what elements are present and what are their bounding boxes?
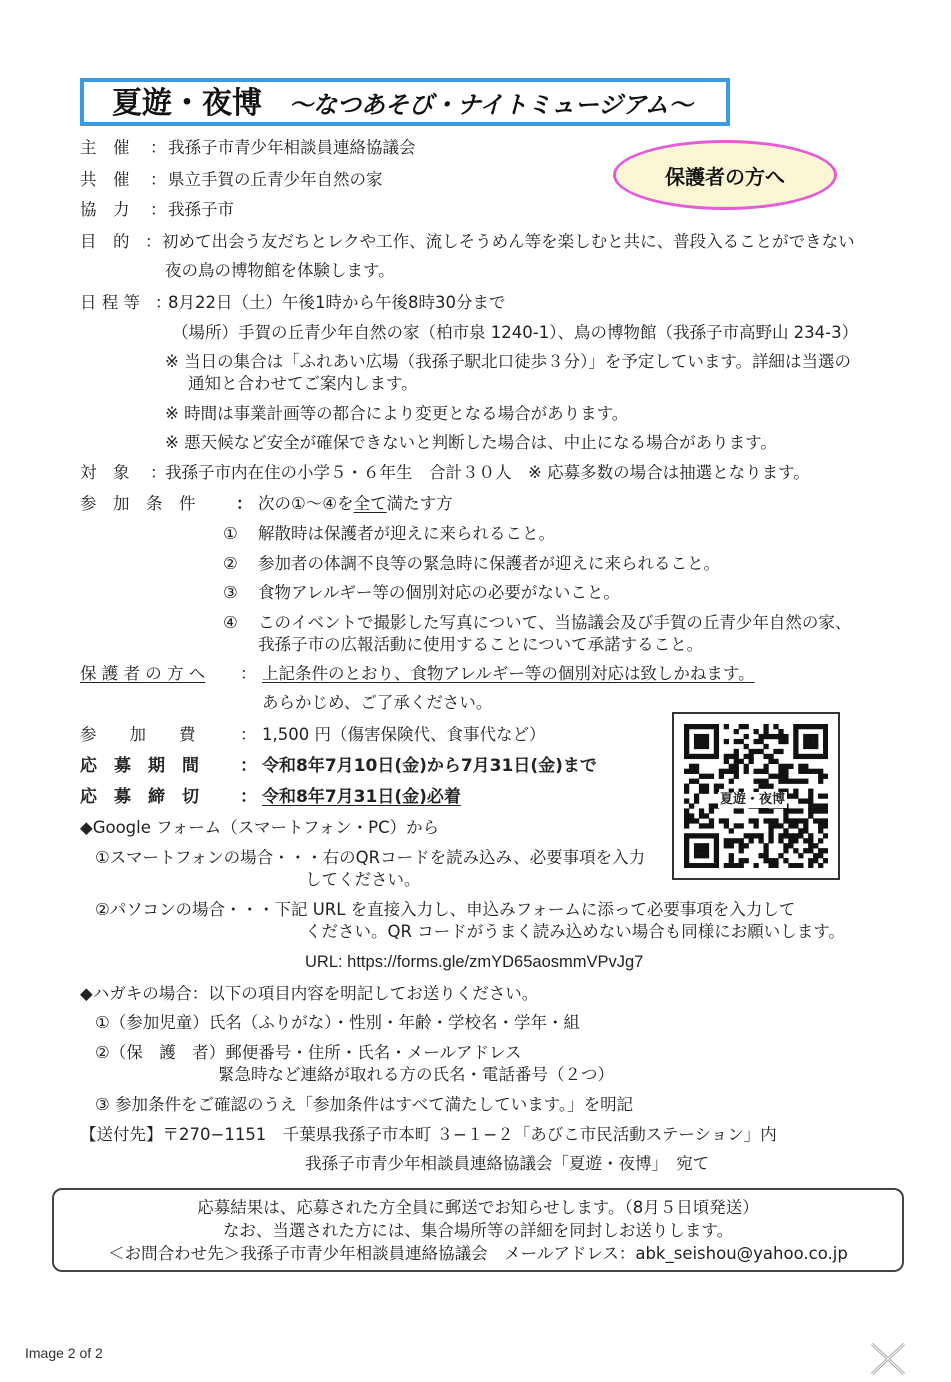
google-form-heading: ◆Google フォーム（スマートフォン・PC）から <box>80 818 440 837</box>
schedule-note1-line1: ※ 当日の集合は「ふれあい広場（我孫子駅北口徒歩３分）」を予定しています。詳細は当選の <box>165 352 852 371</box>
image-counter: Image 2 of 2 <box>25 1345 103 1361</box>
conditions-label: 参 加 条 件 <box>80 494 196 513</box>
qr-caption: 夏遊・夜博 <box>720 792 786 807</box>
postcard-send-to-line2: 我孫子市青少年相談員連絡協議会「夏遊・夜博」 宛て <box>305 1154 710 1173</box>
condition-3-text: 食物アレルギー等の個別対応の必要がないこと。 <box>258 583 620 602</box>
postcard-item2-line1: ②（保 護 者）郵便番号・住所・氏名・メールアドレス <box>95 1043 522 1062</box>
schedule-place: （場所）手賀の丘青少年自然の家（柏市泉 1240-1）、鳥の博物館（我孫子市高野山 234-3） <box>172 323 859 342</box>
schedule-sep: ： <box>155 293 172 312</box>
schedule-note2: ※ 時間は事業計画等の都合により変更となる場合があります。 <box>165 404 629 423</box>
schedule-note3: ※ 悪天候など安全が確保できないと判断した場合は、中止になる場合があります。 <box>165 433 777 452</box>
purpose-label: 目 的 <box>80 232 130 251</box>
target-sep: ： <box>150 463 167 482</box>
result-notice-line2: なお、当選された方には、集合場所等の詳細を同封しお送りします。 <box>222 1221 734 1240</box>
period-sep: ： <box>240 756 257 776</box>
postcard-heading: ◆ハガキの場合：以下の項目内容を明記してお送りください。 <box>80 984 539 1003</box>
condition-3-num: ③ <box>223 583 238 602</box>
google-form-smartphone-line2: してください。 <box>305 870 421 889</box>
postcard-item1: ①（参加児童）氏名（ふりがな）・性別・年齢・学校名・学年・組 <box>95 1013 581 1032</box>
google-form-url[interactable]: URL: https://forms.gle/zmYD65aosmmVPvJg7 <box>305 953 644 971</box>
deadline-label: 応 募 締 切 <box>80 787 199 807</box>
fee-value: 1,500 円（傷害保険代、食事代など） <box>262 725 546 744</box>
guardian-note-label: 保 護 者 の 方 へ <box>80 664 206 683</box>
contact-line: ＜お問合わせ先＞我孫子市青少年相談員連絡協議会 メールアドレス：abk_seishou@yahoo.co.jp <box>108 1244 848 1263</box>
purpose-line2: 夜の鳥の博物館を体験します。 <box>165 261 395 280</box>
schedule-value: 8月22日（土）午後1時から午後8時30分まで <box>168 293 506 312</box>
close-icon[interactable] <box>868 1342 908 1382</box>
condition-4-num: ④ <box>223 613 238 632</box>
deadline-value: 令和8年7月31日(金)必着 <box>262 787 461 807</box>
google-form-smartphone-line1: ①スマートフォンの場合・・・右のQRコードを読み込み、必要事項を入力 <box>95 848 646 867</box>
guardian-note-sep: ： <box>240 664 257 683</box>
organizer-sep: ： <box>150 138 167 157</box>
condition-1-num: ① <box>223 524 238 543</box>
guardian-note-line2: あらかじめ、ご了承ください。 <box>262 693 493 712</box>
purpose-line1: 初めて出会う友だちとレクや工作、流しそうめん等を楽しむと共に、普段入ることができない <box>162 232 855 251</box>
postcard-item2-line2: 緊急時など連絡が取れる方の氏名・電話番号（２つ） <box>218 1065 614 1084</box>
condition-2-text: 参加者の体調不良等の緊急時に保護者が迎えに来られること。 <box>258 554 720 573</box>
period-value: 令和8年7月10日(金)から7月31日(金)まで <box>262 756 597 776</box>
target-value: 我孫子市内在住の小学５・６年生 合計３０人 ※ 応募多数の場合は抽選となります。 <box>165 463 810 482</box>
fee-sep: ： <box>240 725 257 744</box>
condition-4-text-line2: 我孫子市の広報活動に使用することについて承諾すること。 <box>258 635 704 654</box>
google-form-pc-line1: ②パソコンの場合・・・下記 URL を直接入力し、申込みフォームに添って必要事項を入力して <box>95 900 796 919</box>
title-box <box>80 78 730 126</box>
postcard-send-to-line1: 【送付先】〒270−1151 千葉県我孫子市本町 ３−１−２「あびこ市民活動ステーション」内 <box>80 1125 777 1144</box>
organizer-value: 我孫子市青少年相談員連絡協議会 <box>168 138 416 157</box>
co-organizer-label: 共 催 <box>80 170 130 189</box>
page-subtitle: ～なつあそび・ナイトミュージアム～ <box>289 91 693 119</box>
result-notice-box <box>52 1188 904 1272</box>
page-title: 夏遊・夜博 <box>112 86 262 121</box>
fee-label: 参 加 費 <box>80 725 196 744</box>
conditions-intro <box>258 493 453 515</box>
purpose-sep: ： <box>145 232 162 251</box>
guardian-badge-label: 保護者の方へ <box>665 164 785 189</box>
postcard-item3: ③ 参加条件をご確認のうえ「参加条件はすべて満たしています。」を明記 <box>95 1095 634 1114</box>
cooperation-label: 協 力 <box>80 200 130 219</box>
schedule-label: 日 程 等 <box>80 293 140 312</box>
condition-2-num: ② <box>223 554 238 573</box>
schedule-note1-line2: 通知と合わせてご案内します。 <box>188 374 418 393</box>
conditions-sep: ： <box>236 494 253 513</box>
conditions-intro-pre: 次の①～④を <box>258 494 354 513</box>
co-organizer-value: 県立手賀の丘青少年自然の家 <box>168 170 383 189</box>
co-organizer-sep: ： <box>150 170 167 189</box>
guardian-note-line1: 上記条件のとおり、食物アレルギー等の個別対応は致しかねます。 <box>262 664 755 683</box>
target-label: 対 象 <box>80 463 130 482</box>
result-notice-line1: 応募結果は、応募された方全員に郵送でお知らせします。（8月５日頃発送） <box>197 1198 759 1217</box>
cooperation-value: 我孫子市 <box>168 200 234 219</box>
condition-4-text: このイベントで撮影した写真について、当協議会及び手賀の丘青少年自然の家、 <box>258 613 852 632</box>
organizer-label: 主 催 <box>80 138 130 157</box>
deadline-sep: ： <box>240 787 257 807</box>
google-form-pc-line2: ください。QR コードがうまく読み込めない場合も同様にお願いします。 <box>305 922 845 941</box>
period-label: 応 募 期 間 <box>80 756 199 776</box>
cooperation-sep: ： <box>150 200 167 219</box>
guardian-badge <box>613 140 837 210</box>
conditions-intro-post: 満たす方 <box>386 494 453 513</box>
condition-1-text: 解散時は保護者が迎えに来られること。 <box>258 524 555 543</box>
conditions-intro-underlined: 全て <box>353 494 387 513</box>
qr-code[interactable] <box>672 712 840 880</box>
